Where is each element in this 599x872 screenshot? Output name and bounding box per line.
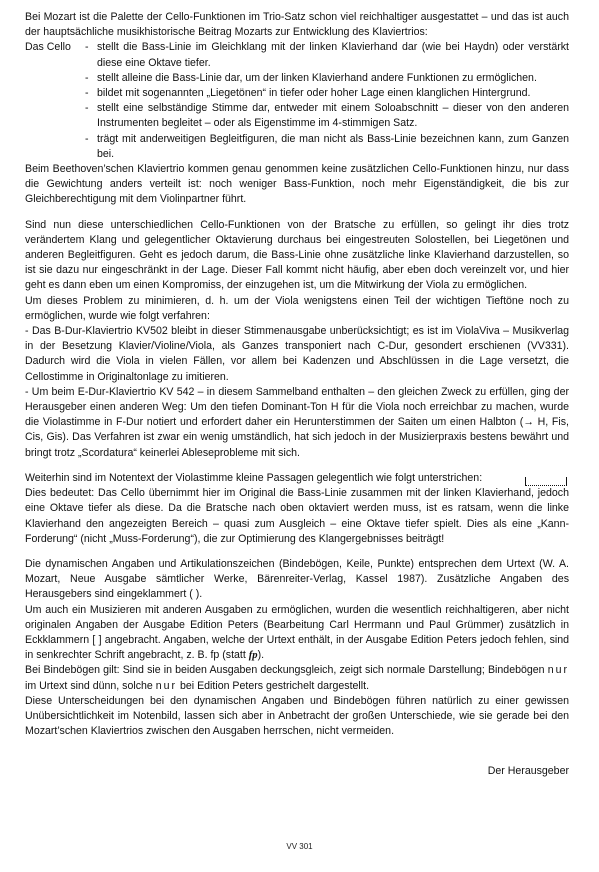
musizieren-paragraph: Um auch ein Musizieren mit anderen Ausgaben zu ermöglichen, wurden die wesentlich reichhaltigeren, aber nicht originalen Angaben der Ausgabe Edition Peters (Bearbeitung Carl Herrmann und Paul Grümmer) zusätzlich in Eckklammern [ ] angebracht. Angaben, welche der Urtext enthält, in der Ausgabe Edition Peters jedoch fehlen, sind in senkrechter Schrift angebracht, z. B. fp (statt fp). [25,603,569,662]
page-body [25,10,569,780]
cello-list [85,40,569,162]
list-item: - trägt mit anderweitigen Begleitfiguren, die man nicht als Bass-Linie bezeichnen kann, zum Ganzen bei. [85,132,569,162]
underline-symbol-icon [525,477,567,486]
list-item: - stellt eine selbständige Stimme dar, entweder mit einem Soloabschnitt – dieser von den anderen Instrumenten begleitet – oder als Eigenstimme im 4-stimmigen Satz. [85,101,569,131]
bedeutet-paragraph: Dies bedeutet: Das Cello übernimmt hier im Original die Bass-Linie zusammen mit der linken Klavierhand, jedoch eine Oktave tiefer als diese. Da die Bratsche nach oben oktaviert werden muss, ist es ratsam, wenn die linke Klavierhand den angezeigten Bereich – quasi zum Ausgleich – eine Oktave tiefer spielt. Dies als eine „Kann-Forderung“ (nicht „Muss-Forderung“), die zur Optimierung des Klangergebnisses beiträgt! [25,487,569,545]
bratsche-paragraph: Sind nun diese unterschiedlichen Cello-Funktionen von der Bratsche zu erfüllen, so gelingt ihr dies trotz verändertem Klang und gelegentlicher Oktavierung durchaus bei eingestreuten Solostellen, bei Liegetönen und anderen Begleitfiguren. Geht es jedoch darum, die Bass-Linie ohne zusätzliche linke Klavierhand darzustellen, so ist sie dazu nur eingeschränkt in der Lage. Dieser Fall kommt nicht häufig, aber eben doch vereinzelt vor, und hier geht es dann eben um einen Kompromiss, der einzugehen ist, um die Mitwirkung der Viola zu ermöglichen. [25,218,569,292]
unterschiede-paragraph: Diese Unterscheidungen bei den dynamischen Angaben und Bindebögen führen natürlich zu einer gewissen Unübersichtlichkeit im Notenbild, lassen sich aber in Anbetracht der großen Unterschiede, wie sie gerade bei den Mozart’schen Klaviertrios zwischen den Ausgaben herrschen, nicht vermeiden. [25,694,569,738]
list-item: - stellt die Bass-Linie im Gleichklang mit der linken Klavierhand dar (wie bei Haydn) oder verstärkt diese eine Oktave tiefer. [85,40,569,70]
nur-spaced: nur [155,679,178,692]
problem-paragraph: Um dieses Problem zu minimieren, d. h. um der Viola wenigstens einen Teil der wichtigen Tieftöne noch zu ermöglichen, wurde wie folgt verfahren: [25,294,569,322]
intro-paragraph: Bei Mozart ist die Palette der Cello-Funktionen im Trio-Satz schon viel reichhaltiger ausgestattet – und das ist auch der hauptsächliche musikhistorische Beitrag Mozarts zur Entwicklung des Klaviertrios: [25,11,569,39]
cello-label: Das Cello [25,41,71,54]
bindeboegen-paragraph: Bei Bindebögen gilt: Sind sie in beiden Ausgaben deckungsgleich, zeigt sich normale Darstellung; Bindebögen nur im Urtext sind dünn, solche nur bei Edition Peters gestrichelt dargestellt. [25,664,569,692]
list-item: - bildet mit sogenannten „Liegetönen“ in tiefer oder hoher Lage einen klanglichen Hintergrund. [85,86,569,101]
cello-functions [25,40,569,162]
underline-text: Weiterhin sind im Notentext der Violastimme kleine Passagen gelegentlich wie folgt unterstrichen: [25,471,483,484]
kv542-paragraph: - Um beim E-Dur-Klaviertrio KV 542 – in diesem Sammelband enthalten – den gleichen Zweck zu erfüllen, ging der Herausgeber einen anderen Weg: Um den tiefen Dominant-Ton H für die Viola noch erreichbar zu machen, wurde die Violastimme in F-Dur notiert und erfordert daher ein Herunterstimmen der Saiten um einen Halbton (→ H, Fis, Cis, Gis). Das Verfahren ist zwar ein wenig umständlich, hat sich jedoch in der Musizierpraxis bestens bewährt und bringt trotz „Scordatura“ keinerlei Ableseprobleme mit sich. [25,385,569,459]
signature: Der Herausgeber [487,765,569,778]
kv502-paragraph: - Das B-Dur-Klaviertrio KV502 bleibt in dieser Stimmenausgabe unberücksichtigt; es ist im ViolaViva – Musikverlag in der Besetzung Klavier/Violine/Viola, als Ganzes transponiert nach C-Dur, gesondert erschienen (VV331). Dadurch wird die Viola in vielen Fällen, vor allem bei Kadenzen und Abschlüssen in die Lage versetzt, die Cellostimme in Originaltonlage zu imitieren. [25,325,569,383]
list-item: - stellt alleine die Bass-Linie dar, um der linken Klavierhand andere Funktionen zu ermöglichen. [85,71,569,86]
beethoven-paragraph: Beim Beethoven’schen Klaviertrio kommen genau genommen keine zusätzlichen Cello-Funktionen hinzu, nur dass die Gewichtung anders verteilt ist: noch weniger Bass-Funktion, noch mehr Eigenständigkeit, die bis zur Gleichberechtigung mit dem Violinpartner führt. [25,163,569,206]
underline-note [25,471,569,486]
fp-italic: fp [248,650,258,662]
dynamik-paragraph: Die dynamischen Angaben und Artikulationszeichen (Bindebögen, Keile, Punkte) entsprechen dem Urtext (W. A. Mozart, Neue Ausgabe sämtlicher Werke, Bärenreiter-Verlag, Kassel 1987). Zusätzliche Angaben des Herausgebers sind eingeklammert ( ). [25,557,569,601]
nur-spaced: nur [547,664,569,677]
page-footer: VV 301 [286,842,313,851]
